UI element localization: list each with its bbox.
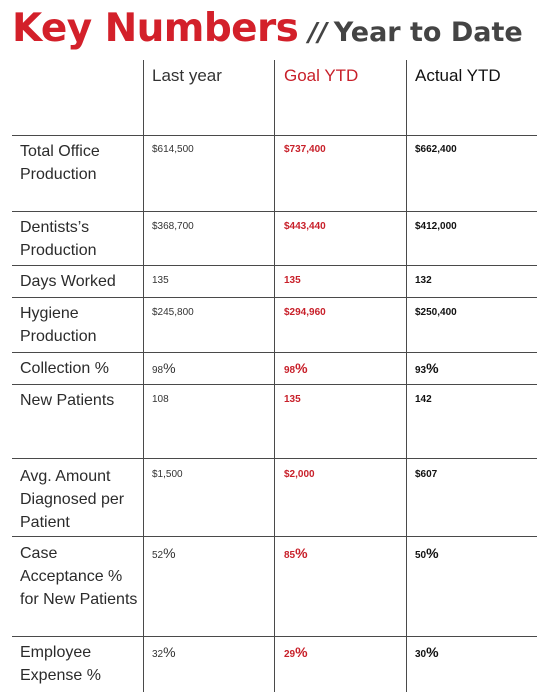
page-title bbox=[12, 6, 537, 60]
cell-actual-ytd: 142 bbox=[415, 394, 432, 405]
cell-actual-ytd: 93% bbox=[415, 360, 439, 376]
cell-last-year: $368,700 bbox=[152, 221, 194, 232]
row-divider bbox=[12, 384, 537, 385]
column-divider-2 bbox=[274, 60, 275, 692]
cell-goal-ytd: 135 bbox=[284, 394, 301, 405]
cell-last-year: 98% bbox=[152, 360, 176, 376]
cell-goal-ytd: 85% bbox=[284, 545, 308, 561]
row-divider bbox=[12, 297, 537, 298]
row-label-new-patients: New Patients bbox=[20, 392, 115, 409]
row-divider bbox=[12, 211, 537, 212]
row-label-dentists-production: Dentists’s Production bbox=[20, 219, 97, 259]
column-header-last-year: Last year bbox=[152, 66, 222, 85]
cell-last-year: 52% bbox=[152, 545, 176, 561]
row-divider bbox=[12, 458, 537, 459]
cell-last-year: 135 bbox=[152, 275, 169, 286]
cell-last-year: $1,500 bbox=[152, 469, 183, 480]
row-label-employee-expense: Employee Expense % bbox=[20, 644, 101, 684]
cell-last-year: $614,500 bbox=[152, 144, 194, 155]
row-label-collection-percent: Collection % bbox=[20, 360, 109, 377]
cell-actual-ytd: 50% bbox=[415, 545, 439, 561]
cell-last-year: 32% bbox=[152, 644, 176, 660]
cell-actual-ytd: $607 bbox=[415, 469, 438, 480]
cell-actual-ytd: $250,400 bbox=[415, 307, 457, 318]
row-divider bbox=[12, 536, 537, 537]
row-divider bbox=[12, 352, 537, 353]
cell-goal-ytd: $737,400 bbox=[284, 144, 326, 155]
cell-goal-ytd: 29% bbox=[284, 644, 308, 660]
row-label-avg-amount-diagnosed: Avg. Amount Diagnosed per Patient bbox=[20, 468, 125, 531]
row-label-days-worked: Days Worked bbox=[20, 273, 116, 290]
cell-actual-ytd: $412,000 bbox=[415, 221, 457, 232]
cell-actual-ytd: $662,400 bbox=[415, 144, 457, 155]
row-label-case-acceptance: Case Acceptance % for New Patients bbox=[20, 545, 138, 608]
title-separator: // bbox=[308, 18, 328, 48]
cell-goal-ytd: 98% bbox=[284, 360, 308, 376]
row-divider bbox=[12, 636, 537, 637]
title-subtitle: Year to Date bbox=[333, 17, 523, 48]
column-header-goal-ytd: Goal YTD bbox=[284, 66, 359, 85]
column-divider-1 bbox=[143, 60, 144, 692]
row-divider bbox=[12, 265, 537, 266]
column-divider-3 bbox=[406, 60, 407, 692]
cell-last-year: $245,800 bbox=[152, 307, 194, 318]
cell-goal-ytd: 135 bbox=[284, 275, 301, 286]
cell-goal-ytd: $294,960 bbox=[284, 307, 326, 318]
cell-actual-ytd: 30% bbox=[415, 644, 439, 660]
cell-last-year: 108 bbox=[152, 394, 169, 405]
row-label-hygiene-production: Hygiene Production bbox=[20, 305, 97, 345]
row-label-total-office-production: Total Office Production bbox=[20, 143, 100, 183]
row-divider bbox=[12, 135, 537, 136]
cell-goal-ytd: $443,440 bbox=[284, 221, 326, 232]
cell-goal-ytd: $2,000 bbox=[284, 469, 315, 480]
cell-actual-ytd: 132 bbox=[415, 275, 432, 286]
title-main: Key Numbers bbox=[12, 6, 299, 51]
column-header-actual-ytd: Actual YTD bbox=[415, 66, 501, 85]
